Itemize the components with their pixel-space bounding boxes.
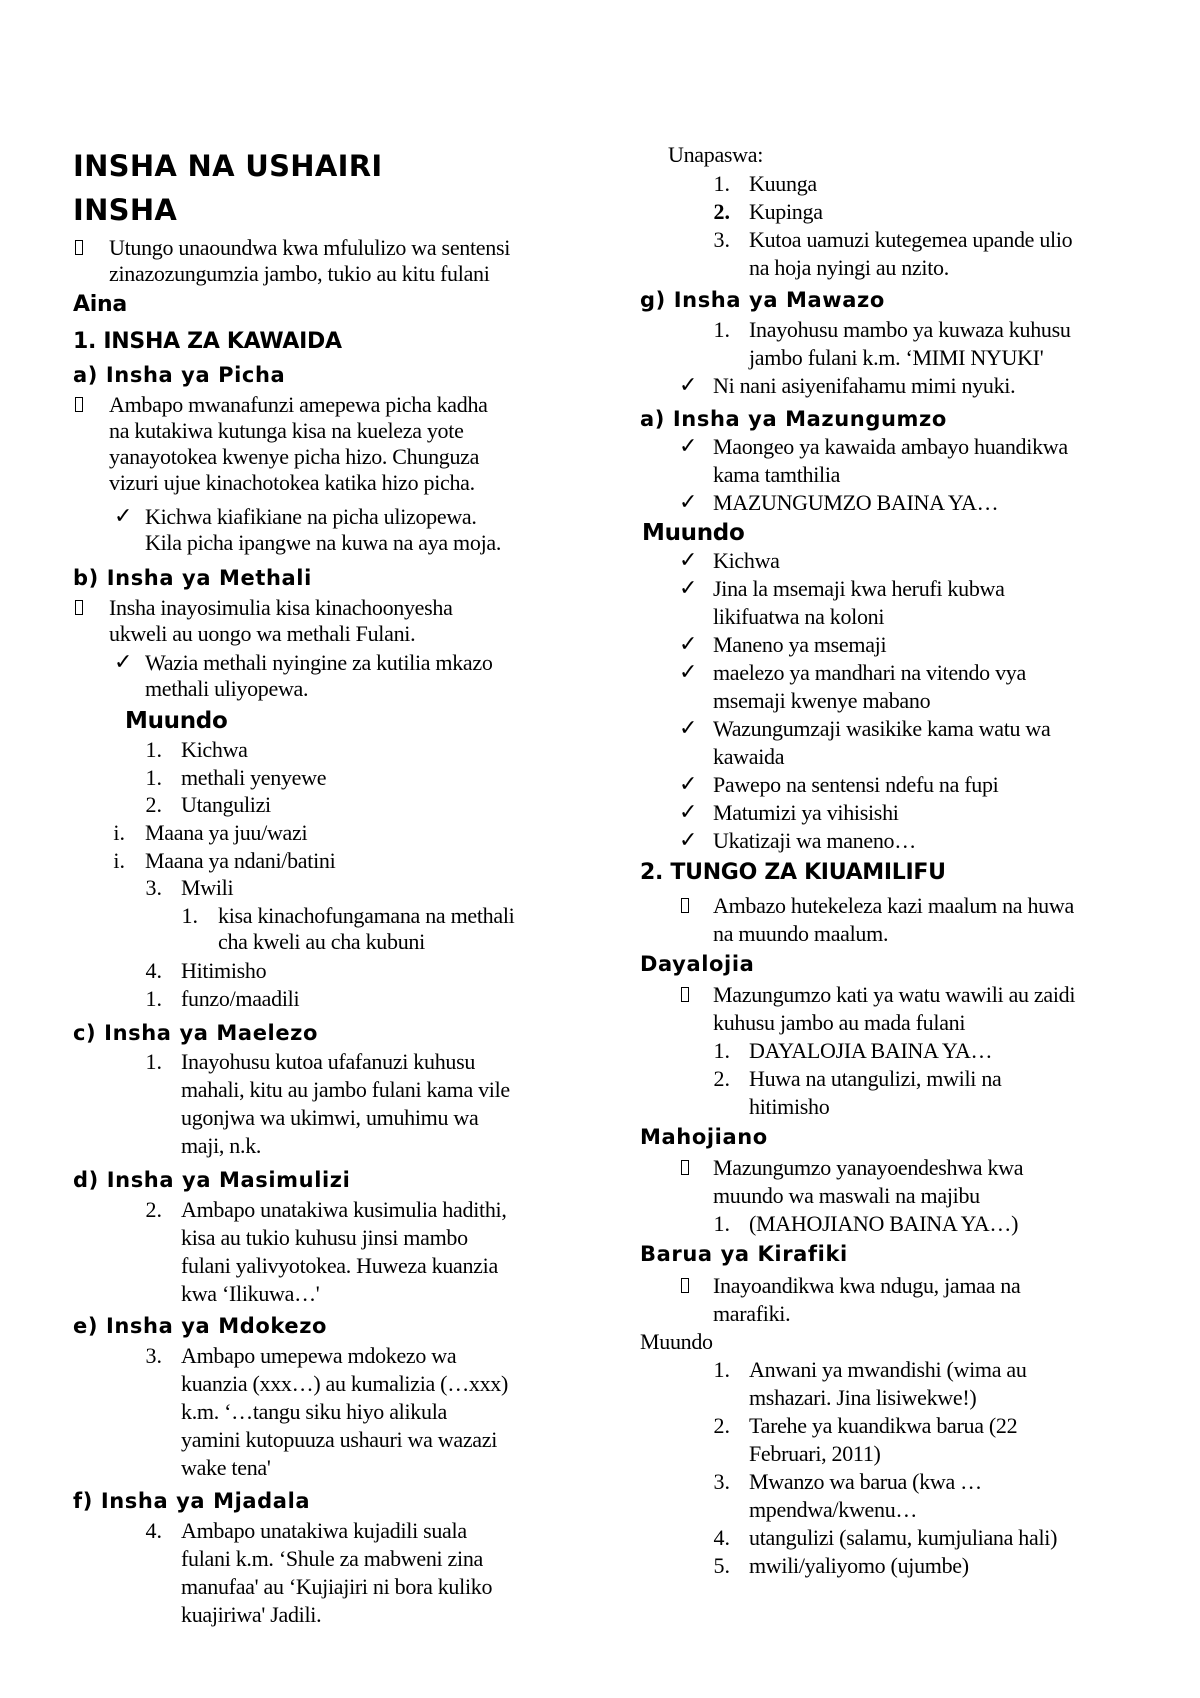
- bullet-box-icon: [75, 240, 83, 255]
- list-number: 1.: [181, 903, 198, 928]
- paragraph-line: kwa ‘Ilikuwa…': [181, 1281, 320, 1306]
- heading-insha-ya-methali: b) Insha ya Methali: [73, 566, 312, 590]
- paragraph-line: Ambazo hutekeleza kazi maalum na huwa: [713, 893, 1074, 918]
- list-number: 1.: [145, 1049, 162, 1074]
- checkmark-icon: ✓: [114, 504, 133, 529]
- list-item: Tarehe ya kuandikwa barua (22: [749, 1413, 1018, 1438]
- check-line: Maneno ya msemaji: [713, 632, 887, 657]
- paragraph-line: yanayotokea kwenye picha hizo. Chunguza: [109, 444, 480, 469]
- paragraph-line: Mazungumzo yanayoendeshwa kwa: [713, 1155, 1024, 1180]
- bullet-box-icon: [681, 898, 689, 913]
- bullet-box-icon: [681, 987, 689, 1002]
- paragraph-line: na muundo maalum.: [713, 921, 889, 946]
- check-line: kawaida: [713, 744, 785, 769]
- paragraph-line: vizuri ujue kinachotokea katika hizo picha.: [109, 470, 475, 495]
- check-line: likifuatwa na koloni: [713, 604, 885, 629]
- list-item: methali yenyewe: [181, 765, 327, 790]
- list-item: Kupinga: [749, 199, 823, 224]
- list-item: Februari, 2011): [749, 1441, 881, 1466]
- heading-insha-ya-mazungumzo: a) Insha ya Mazungumzo: [640, 407, 947, 431]
- check-line: msemaji kwenye mabano: [713, 688, 931, 713]
- paragraph-line: Ambapo mwanafunzi amepewa picha kadha: [109, 392, 488, 417]
- list-item: hitimisho: [749, 1094, 830, 1119]
- checkmark-icon: ✓: [679, 800, 698, 825]
- document-title: INSHA NA USHAIRI: [73, 149, 383, 183]
- list-number: 1.: [713, 171, 730, 196]
- list-number: 3.: [145, 1343, 162, 1368]
- definition-line: zinazozungumzia jambo, tukio au kitu fulani: [109, 261, 490, 286]
- list-number: 2.: [713, 199, 730, 224]
- list-item: Maana ya juu/wazi: [145, 820, 308, 845]
- list-number: 3.: [713, 227, 730, 252]
- list-item: Hitimisho: [181, 958, 267, 983]
- checkmark-icon: ✓: [679, 660, 698, 685]
- list-item: Kutoa uamuzi kutegemea upande ulio: [749, 227, 1073, 252]
- check-line: Wazia methali nyingine za kutilia mkazo: [145, 650, 493, 675]
- heading-barua-ya-kirafiki: Barua ya Kirafiki: [640, 1242, 848, 1266]
- paragraph-line: muundo wa maswali na majibu: [713, 1183, 980, 1208]
- heading-dayalojia: Dayalojia: [640, 952, 755, 976]
- paragraph-line: maji, n.k.: [181, 1133, 262, 1158]
- heading-insha-ya-maelezo: c) Insha ya Maelezo: [73, 1021, 319, 1045]
- list-number: 3.: [145, 875, 162, 900]
- list-number: 1.: [713, 1357, 730, 1382]
- paragraph-line: kuanzia (xxx…) au kumalizia (…xxx): [181, 1371, 509, 1396]
- checkmark-icon: ✓: [679, 373, 698, 398]
- check-line: maelezo ya mandhari na vitendo vya: [713, 660, 1026, 685]
- paragraph-line: jambo fulani k.m. ‘MIMI NYUKI': [749, 345, 1044, 370]
- list-number: 4.: [145, 1518, 162, 1543]
- heading-muundo: Muundo: [642, 520, 745, 546]
- heading-muundo: Muundo: [125, 708, 228, 734]
- paragraph-line: kisa au tukio kuhusu jinsi mambo: [181, 1225, 468, 1250]
- paragraph-line: Ambapo umepewa mdokezo wa: [181, 1343, 457, 1368]
- definition-line: Utungo unaoundwa kwa mfululizo wa sentensi: [109, 235, 511, 260]
- list-item: Mwanzo wa barua (kwa …: [749, 1469, 982, 1494]
- paragraph-line: wake tena': [181, 1455, 271, 1480]
- paragraph-line: Inayohusu mambo ya kuwaza kuhusu: [749, 317, 1071, 342]
- heading-muundo: Muundo: [640, 1329, 713, 1354]
- checkmark-icon: ✓: [679, 772, 698, 797]
- list-number: 1.: [713, 317, 730, 342]
- paragraph-line: k.m. ‘…tangu siku hiyo alikula: [181, 1399, 447, 1424]
- checkmark-icon: ✓: [114, 650, 133, 675]
- section-title-insha: INSHA: [73, 193, 178, 227]
- list-number: 3.: [713, 1469, 730, 1494]
- bullet-box-icon: [75, 397, 83, 412]
- list-item: Kuunga: [749, 171, 817, 196]
- paragraph-line: yamini kutopuuza ushauri wa wazazi: [181, 1427, 498, 1452]
- list-item: mpendwa/kwenu…: [749, 1497, 918, 1522]
- list-number: 2.: [145, 792, 162, 817]
- paragraph-line: Inayohusu kutoa ufafanuzi kuhusu: [181, 1049, 476, 1074]
- bullet-box-icon: [75, 600, 83, 615]
- check-line: Kichwa kiafikiane na picha ulizopewa.: [145, 504, 477, 529]
- check-line: Wazungumzaji wasikike kama watu wa: [713, 716, 1051, 741]
- list-item: Maana ya ndani/batini: [145, 848, 336, 873]
- heading-insha-ya-mjadala: f) Insha ya Mjadala: [73, 1489, 311, 1513]
- list-number: 1.: [713, 1211, 730, 1236]
- list-number: 1.: [145, 737, 162, 762]
- list-number: 2.: [145, 1197, 162, 1222]
- checkmark-icon: ✓: [679, 434, 698, 459]
- list-item: DAYALOJIA BAINA YA…: [749, 1038, 993, 1063]
- check-line: Ukatizaji wa maneno…: [713, 828, 916, 853]
- check-line: Pawepo na sentensi ndefu na fupi: [713, 772, 999, 797]
- unapaswa-label: Unapaswa:: [668, 142, 764, 167]
- check-line: Kila picha ipangwe na kuwa na aya moja.: [145, 530, 502, 555]
- heading-insha-ya-mdokezo: e) Insha ya Mdokezo: [73, 1314, 328, 1338]
- list-item: utangulizi (salamu, kumjuliana hali): [749, 1525, 1058, 1550]
- check-line: Matumizi ya vihisishi: [713, 800, 899, 825]
- heading-aina: Aina: [73, 292, 127, 317]
- list-number: i.: [113, 820, 125, 845]
- check-line: Ni nani asiyenifahamu mimi nyuki.: [713, 373, 1016, 398]
- paragraph-line: Inayoandikwa kwa ndugu, jamaa na: [713, 1273, 1021, 1298]
- list-item: Huwa na utangulizi, mwili na: [749, 1066, 1002, 1091]
- list-item: Mwili: [181, 875, 234, 900]
- list-number: 4.: [145, 958, 162, 983]
- paragraph-line: Insha inayosimulia kisa kinachoonyesha: [109, 595, 453, 620]
- paragraph-line: ugonjwa wa ukimwi, umuhimu wa: [181, 1105, 479, 1130]
- bullet-box-icon: [681, 1160, 689, 1175]
- paragraph-line: kuajiriwa' Jadili.: [181, 1602, 322, 1627]
- list-item: mshazari. Jina lisiwekwe!): [749, 1385, 977, 1410]
- list-item: Anwani ya mwandishi (wima au: [749, 1357, 1027, 1382]
- paragraph-line: ukweli au uongo wa methali Fulani.: [109, 621, 416, 646]
- paragraph-line: Ambapo unatakiwa kujadili suala: [181, 1518, 467, 1543]
- list-item: Utangulizi: [181, 792, 271, 817]
- list-number: i.: [113, 848, 125, 873]
- paragraph-line: fulani yalivyotokea. Huweza kuanzia: [181, 1253, 498, 1278]
- checkmark-icon: ✓: [679, 632, 698, 657]
- checkmark-icon: ✓: [679, 548, 698, 573]
- checkmark-icon: ✓: [679, 576, 698, 601]
- check-line: methali uliyopewa.: [145, 676, 309, 701]
- paragraph-line: manufaa' au ‘Kujiajiri ni bora kuliko: [181, 1574, 493, 1599]
- paragraph-line: mahali, kitu au jambo fulani kama vile: [181, 1077, 510, 1102]
- checkmark-icon: ✓: [679, 828, 698, 853]
- heading-insha-ya-masimulizi: d) Insha ya Masimulizi: [73, 1168, 351, 1192]
- heading-tungo-za-kiuamilifu: 2. TUNGO ZA KIUAMILIFU: [640, 860, 946, 885]
- list-item: Kichwa: [181, 737, 248, 762]
- list-number: 4.: [713, 1525, 730, 1550]
- list-item: mwili/yaliyomo (ujumbe): [749, 1553, 969, 1578]
- heading-insha-ya-mawazo: g) Insha ya Mawazo: [640, 288, 885, 312]
- list-item: cha kweli au cha kubuni: [218, 929, 425, 954]
- checkmark-icon: ✓: [679, 490, 698, 515]
- heading-insha-ya-picha: a) Insha ya Picha: [73, 363, 286, 387]
- paragraph-line: Mazungumzo kati ya watu wawili au zaidi: [713, 982, 1076, 1007]
- check-line: MAZUNGUMZO BAINA YA…: [713, 490, 999, 515]
- list-number: 1.: [713, 1038, 730, 1063]
- bullet-box-icon: [681, 1278, 689, 1293]
- list-number: 2.: [713, 1066, 730, 1091]
- check-line: Jina la msemaji kwa herufi kubwa: [713, 576, 1005, 601]
- list-number: 2.: [713, 1413, 730, 1438]
- check-line: kama tamthilia: [713, 462, 841, 487]
- list-item: kisa kinachofungamana na methali: [218, 903, 515, 928]
- check-line: Maongeo ya kawaida ambayo huandikwa: [713, 434, 1068, 459]
- paragraph-line: na kutakiwa kutunga kisa na kueleza yote: [109, 418, 464, 443]
- heading-mahojiano: Mahojiano: [640, 1125, 768, 1149]
- list-item: na hoja nyingi au nzito.: [749, 255, 949, 280]
- list-item: (MAHOJIANO BAINA YA…): [749, 1211, 1019, 1236]
- list-number: 5.: [713, 1553, 730, 1578]
- heading-insha-za-kawaida: 1. INSHA ZA KAWAIDA: [73, 329, 342, 354]
- list-number: 1.: [145, 765, 162, 790]
- check-line: Kichwa: [713, 548, 780, 573]
- paragraph-line: Ambapo unatakiwa kusimulia hadithi,: [181, 1197, 507, 1222]
- paragraph-line: kuhusu jambo au mada fulani: [713, 1010, 966, 1035]
- paragraph-line: fulani k.m. ‘Shule za mabweni zina: [181, 1546, 483, 1571]
- paragraph-line: marafiki.: [713, 1301, 791, 1326]
- checkmark-icon: ✓: [679, 716, 698, 741]
- list-item: funzo/maadili: [181, 986, 300, 1011]
- list-number: 1.: [145, 986, 162, 1011]
